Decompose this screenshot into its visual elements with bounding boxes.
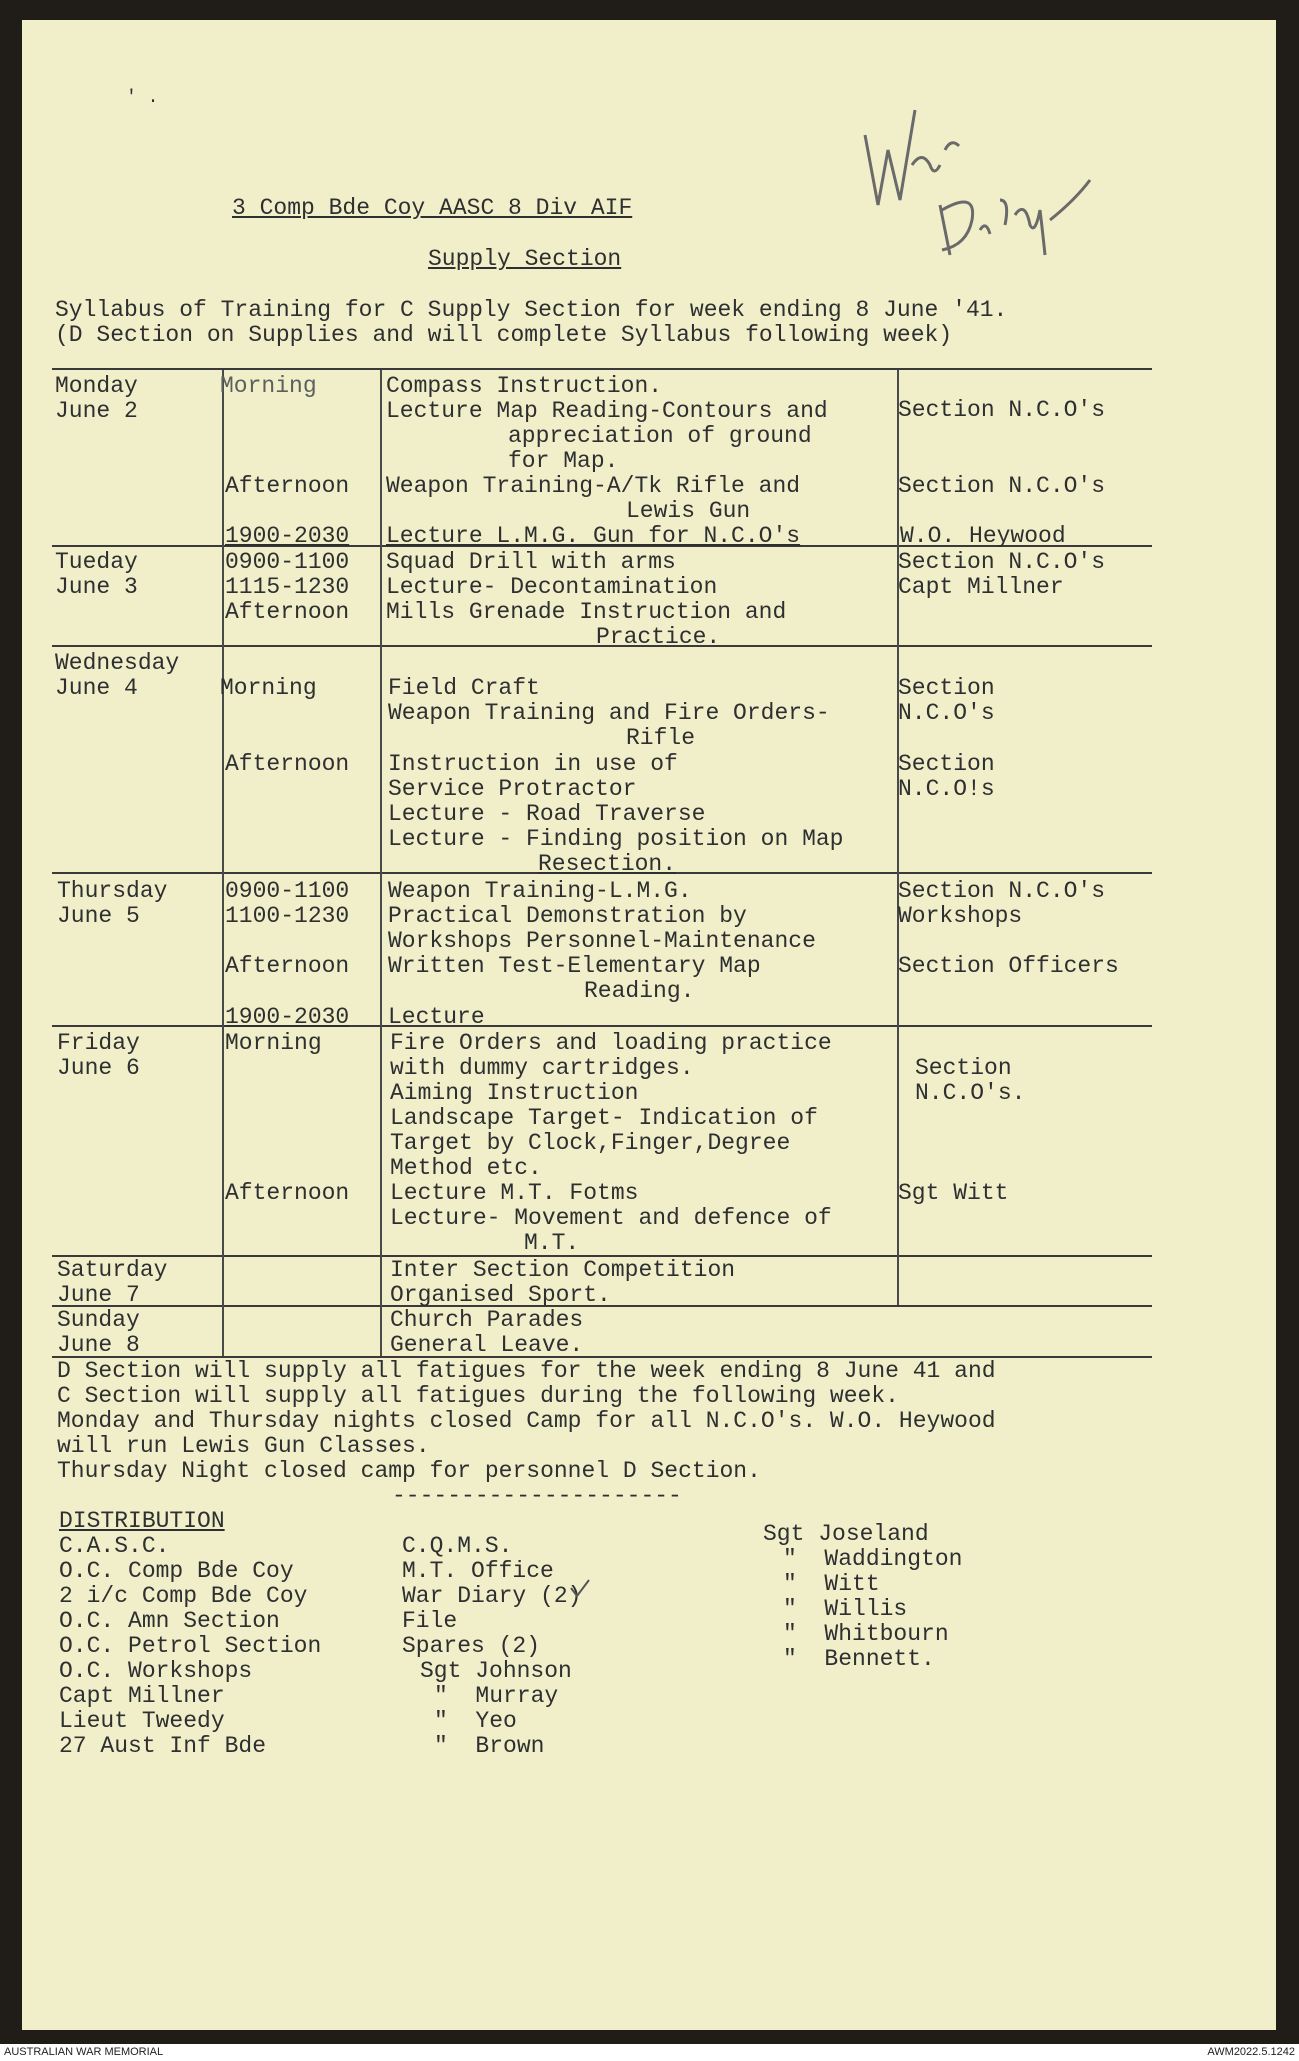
time-cell: Morning xyxy=(220,373,317,399)
day-date: June 2 xyxy=(55,398,138,424)
col-rule-instructors xyxy=(897,370,899,1305)
time-cell: Morning xyxy=(220,675,317,701)
activity-line: Method etc. xyxy=(390,1155,542,1181)
distribution-entry: C.A.S.C. xyxy=(59,1533,170,1559)
activity-line: Lecture L.M.G. Gun for N.C.O's xyxy=(386,523,801,549)
activity-line: Resection. xyxy=(538,851,677,877)
instructor-cell: Section N.C.O's xyxy=(898,549,1106,575)
activity-line: Lecture - Road Traverse xyxy=(388,801,706,827)
distribution-entry: O.C. Workshops xyxy=(59,1658,253,1684)
note-line: D Section will supply all fatigues for the week ending 8 June 41 and xyxy=(57,1358,996,1384)
col-rule-times xyxy=(222,370,224,1356)
activity-line: Lecture- Movement and defence of xyxy=(390,1205,832,1231)
day-date: June 4 xyxy=(55,675,138,701)
table-top-rule xyxy=(52,368,1152,370)
activity-line: Organised Sport. xyxy=(390,1282,611,1308)
time-cell: Afternoon xyxy=(225,1180,350,1206)
instructor-cell: Capt Millner xyxy=(898,574,1064,600)
distribution-entry: " Brown xyxy=(434,1733,545,1759)
day-label: Wednesday xyxy=(55,650,180,676)
activity-line: Church Parades xyxy=(390,1307,584,1333)
activity-line: Aiming Instruction xyxy=(390,1080,639,1106)
intro-line-2: (D Section on Supplies and will complete Syllabus following week) xyxy=(55,322,953,348)
distribution-entry: Lieut Tweedy xyxy=(59,1708,225,1734)
day-date: June 7 xyxy=(57,1282,140,1308)
activity-line: M.T. xyxy=(524,1230,580,1256)
time-cell: 1900-2030 xyxy=(225,1004,350,1030)
day-date: June 5 xyxy=(57,903,140,929)
activity-line: Practice. xyxy=(596,624,721,650)
instructor-cell: N.C.O's. xyxy=(915,1080,1026,1106)
col-rule-activities xyxy=(380,370,382,1356)
instructor-cell: Section N.C.O's xyxy=(898,878,1106,904)
war-diary-handwriting xyxy=(850,80,1150,270)
stray-mark: ' . xyxy=(126,88,159,108)
instructor-cell: Section Officers xyxy=(898,953,1119,979)
archive-reference: AWM2022.5.1242 xyxy=(1207,2046,1295,2058)
instructor-cell: N.C.O's xyxy=(898,700,995,726)
time-cell: Morning xyxy=(225,1030,322,1056)
distribution-entry: Spares (2) xyxy=(402,1633,541,1659)
activity-line: for Map. xyxy=(508,448,619,474)
day-label: Friday xyxy=(57,1030,140,1056)
distribution-entry: O.C. Comp Bde Coy xyxy=(59,1558,294,1584)
day-date: June 6 xyxy=(57,1055,140,1081)
activity-line: Workshops Personnel-Maintenance xyxy=(388,928,816,954)
activity-line: Weapon Training and Fire Orders- xyxy=(388,700,830,726)
time-cell: Afternoon xyxy=(225,751,350,777)
day-date: June 3 xyxy=(55,574,138,600)
time-cell: Afternoon xyxy=(225,473,350,499)
distribution-entry: " Murray xyxy=(434,1683,559,1709)
intro-line-1: Syllabus of Training for C Supply Section for week ending 8 June '41. xyxy=(55,297,1008,323)
distribution-entry: C.Q.M.S. xyxy=(402,1533,513,1559)
distribution-entry: " Waddington xyxy=(783,1546,963,1572)
activity-line: Fire Orders and loading practice xyxy=(390,1030,832,1056)
day-label: Thursday xyxy=(57,878,168,904)
distribution-entry: 2 i/c Comp Bde Coy xyxy=(59,1583,308,1609)
activity-line: Target by Clock,Finger,Degree xyxy=(390,1130,791,1156)
activity-line: appreciation of ground xyxy=(508,423,812,449)
time-cell: 0900-1100 xyxy=(225,549,350,575)
unit-title: 3 Comp Bde Coy AASC 8 Div AIF xyxy=(232,195,633,221)
distribution-entry: O.C. Petrol Section xyxy=(59,1633,322,1659)
archive-credit: AUSTRALIAN WAR MEMORIAL xyxy=(4,2046,164,2058)
instructor-cell: Workshops xyxy=(898,903,1023,929)
note-line: Monday and Thursday nights closed Camp for all N.C.O's. W.O. Heywood xyxy=(57,1408,996,1434)
time-cell: 1115-1230 xyxy=(225,574,350,600)
activity-line: Lecture- Decontamination xyxy=(386,574,718,600)
distribution-entry: Capt Millner xyxy=(59,1683,225,1709)
activity-line: Inter Section Competition xyxy=(390,1257,736,1283)
row-rule-thursday xyxy=(52,1025,1152,1027)
note-line: C Section will supply all fatigues during the following week. xyxy=(57,1383,899,1409)
activity-line: Reading. xyxy=(584,978,695,1004)
day-label: Tueday xyxy=(55,549,138,575)
section-title: Supply Section xyxy=(428,246,622,272)
activity-line: Mills Grenade Instruction and xyxy=(386,599,787,625)
activity-line: Squad Drill with arms xyxy=(386,549,676,575)
distribution-entry: File xyxy=(402,1608,458,1634)
activity-line: Lecture Map Reading-Contours and xyxy=(386,398,828,424)
instructor-cell: Sgt Witt xyxy=(898,1180,1009,1206)
activity-line: Written Test-Elementary Map xyxy=(388,953,761,979)
day-label: Saturday xyxy=(57,1257,168,1283)
activity-line: Weapon Training-L.M.G. xyxy=(388,878,692,904)
instructor-cell: Section xyxy=(898,675,995,701)
distribution-entry: War Diary (2) xyxy=(402,1583,582,1609)
activity-line: General Leave. xyxy=(390,1332,584,1358)
time-cell: Afternoon xyxy=(225,953,350,979)
activity-line: Lecture xyxy=(388,1004,485,1030)
distribution-entry: " Whitbourn xyxy=(783,1621,949,1647)
activity-line: Landscape Target- Indication of xyxy=(390,1105,818,1131)
day-date: June 8 xyxy=(57,1332,140,1358)
time-cell: Afternoon xyxy=(225,599,350,625)
activity-line: Service Protractor xyxy=(388,776,637,802)
activity-line: Lecture M.T. Fotms xyxy=(390,1180,639,1206)
instructor-cell: Section xyxy=(915,1055,1012,1081)
activity-line: Lewis Gun xyxy=(626,498,751,524)
distribution-entry: " Yeo xyxy=(434,1708,517,1734)
distribution-heading: DISTRIBUTION xyxy=(59,1508,225,1534)
activity-line: Compass Instruction. xyxy=(386,373,663,399)
time-cell: 1100-1230 xyxy=(225,903,350,929)
note-line: Thursday Night closed camp for personnel D Section. xyxy=(57,1458,761,1484)
activity-line: Lecture - Finding position on Map xyxy=(388,826,844,852)
distribution-entry: M.T. Office xyxy=(402,1558,554,1584)
instructor-cell: N.C.O!s xyxy=(898,776,995,802)
note-line: will run Lewis Gun Classes. xyxy=(57,1433,430,1459)
day-label: Sunday xyxy=(57,1307,140,1333)
activity-line: Instruction in use of xyxy=(388,751,678,777)
instructor-cell: Section N.C.O's xyxy=(898,473,1106,499)
instructor-cell: Section xyxy=(898,751,995,777)
day-label: Monday xyxy=(55,373,138,399)
activity-line: with dummy cartridges. xyxy=(390,1055,694,1081)
checkmark-icon xyxy=(568,1578,592,1600)
distribution-entry: Sgt Johnson xyxy=(420,1658,572,1684)
handwriting-text: War Diary xyxy=(850,80,856,81)
distribution-entry: O.C. Amn Section xyxy=(59,1608,280,1634)
divider-dashes: --------------------- xyxy=(392,1483,682,1509)
time-cell: 1900-2030 xyxy=(225,523,350,549)
activity-line: Rifle xyxy=(626,725,696,751)
distribution-entry: " Willis xyxy=(783,1596,908,1622)
distribution-entry: " Witt xyxy=(783,1571,880,1597)
activity-line: Weapon Training-A/Tk Rifle and xyxy=(386,473,801,499)
distribution-entry: Sgt Joseland xyxy=(763,1521,929,1547)
instructor-cell: W.O. Heywood xyxy=(900,523,1066,549)
time-cell: 0900-1100 xyxy=(225,878,350,904)
activity-line: Field Craft xyxy=(388,675,540,701)
distribution-entry: " Bennett. xyxy=(783,1646,935,1672)
instructor-cell: Section N.C.O's xyxy=(898,397,1106,423)
activity-line: Practical Demonstration by xyxy=(388,903,747,929)
distribution-entry: 27 Aust Inf Bde xyxy=(59,1733,267,1759)
